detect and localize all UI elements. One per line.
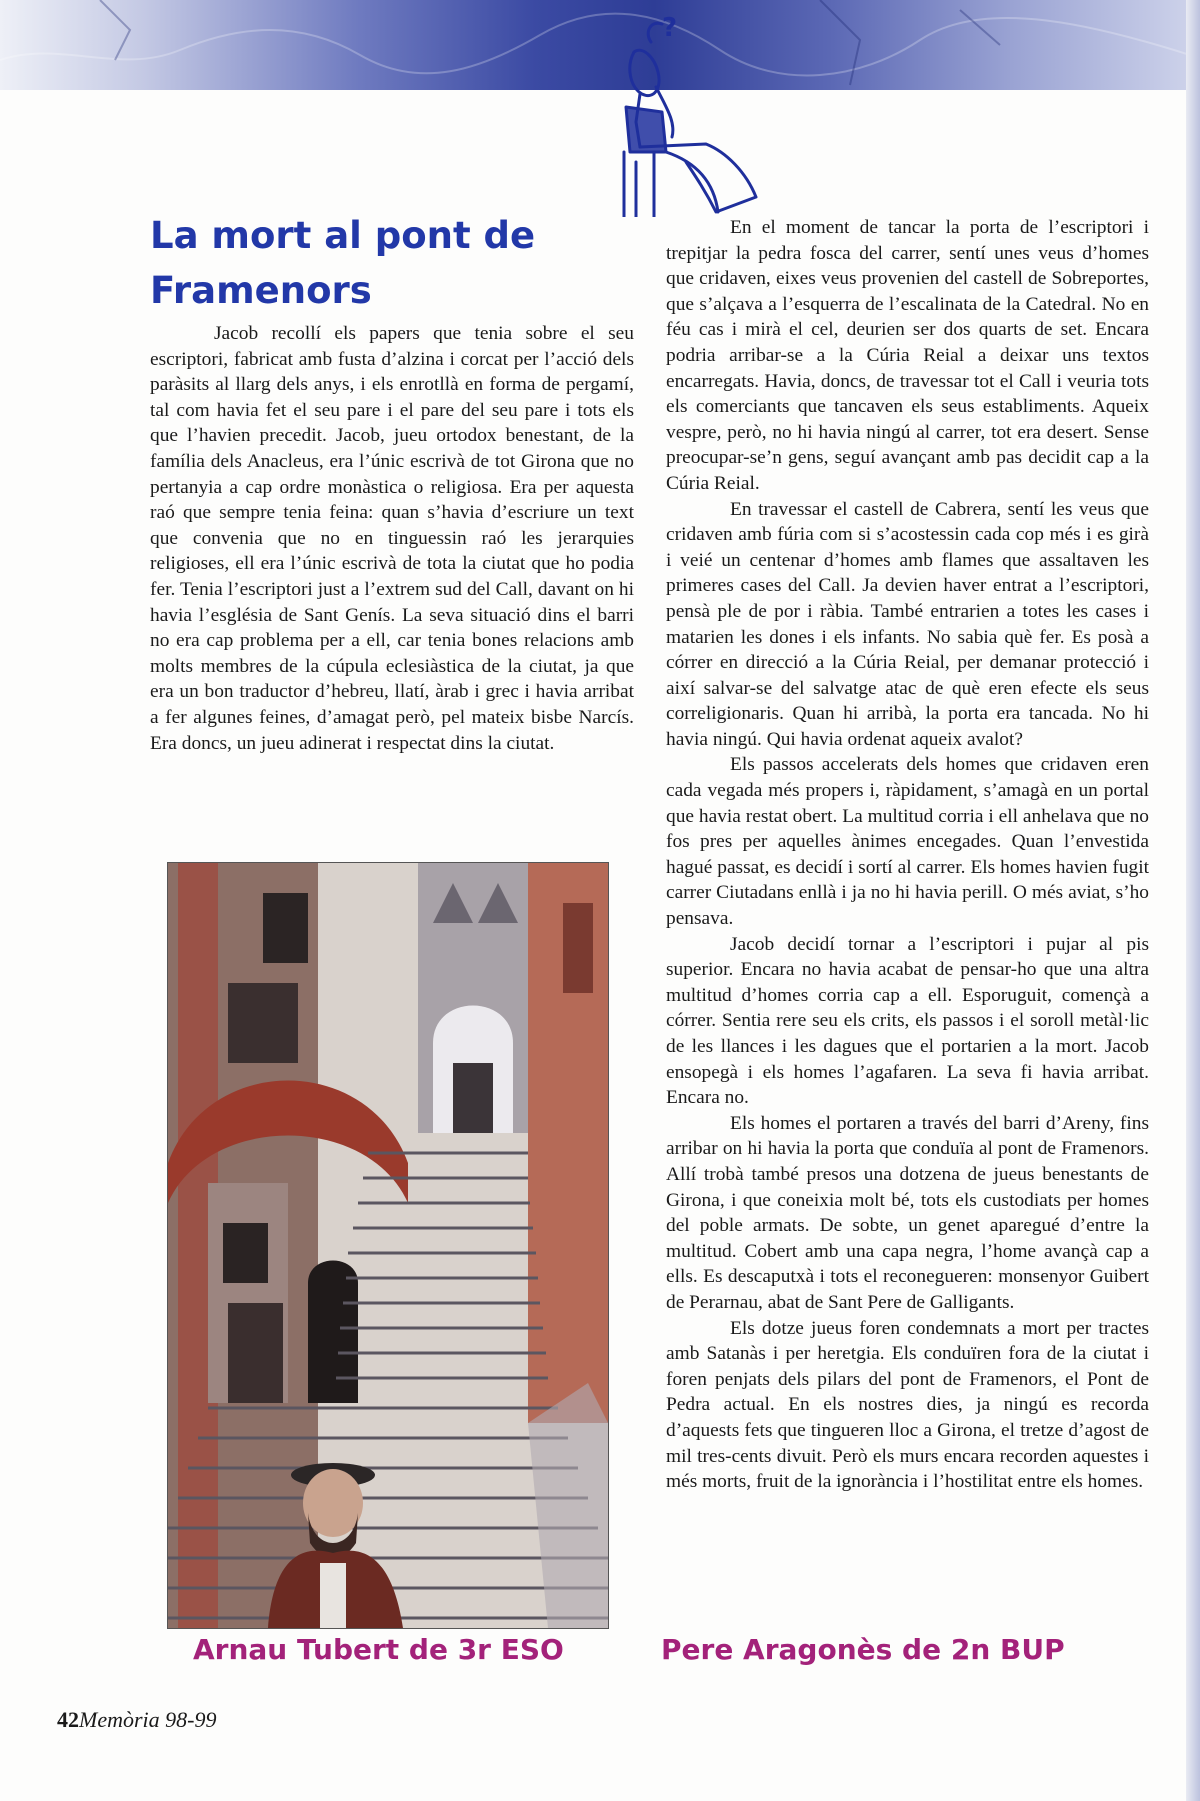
- thinking-figure-icon: [596, 12, 771, 217]
- illustration-credit: Arnau Tubert de 3r ESO: [193, 1633, 564, 1666]
- article-title: La mort al pont de Framenors: [150, 214, 536, 312]
- paragraph: Els dotze jueus foren condemnats a mort per tractes amb Satanàs i per heretgia. Els conduïren fora de la ciutat i foren penjats dels pilars del pont de Framenors, el Pont de Pedra actual. En els nostres dies, ja ningú es recorda d’aquests fets que tingueren lloc a Girona, el tretze d’agost de mil tres-cents divuit. Però els murs encara recorden aquestes i més morts, fruit de la ignorància i l’hostilitat entre els homes.: [666, 1317, 1149, 1493]
- paragraph: En el moment de tancar la porta de l’escriptori i trepitjar la pedra fosca del carrer, sentí unes veus d’homes que cridaven, eixes veus provenien del castell de Sobreportes, que s’alçava a l’esquerra de l’escalinata de la Catedral. No en féu cas i mirà el cel, deurien ser dos quarts de set. Encara podria arribar-se a la Cúria Reial a deixar uns textos encarregats. Havia, doncs, de travessar tot el Call i veuria tots els comerciants que tancaven els seus establiments. Aqueix vespre, però, no hi havia ningú al carrer, tot era desert. Sense preocupar-se’n gens, seguí avançant amb pas decidit cap a la Cúria Reial.: [666, 217, 1149, 494]
- svg-text:?: ?: [662, 13, 678, 43]
- page-edge-shadow: [1186, 0, 1200, 1801]
- paragraph: En travessar el castell de Cabrera, sentí les veus que cridaven amb fúria com si s’acostessin cada cop més i es girà i veié un centenar d’homes amb flames que assaltaven les primeres cases del Call. Ja devien haver entrat a l’escriptori, pensà ple de por i ràbia. També entrarien a totes les cases i matarien les dones i els infants. No sabia què fer. Es posà a córrer en direcció a la Cúria Reial, per demanar protecció i així salvar-se del salvatge atac de què eren efecte els seus correligionaris. Quan hi arribà, la porta era tancada. No hi havia ningú. Qui havia ordenat aqueix avalot?: [666, 498, 1149, 750]
- publication-name: Memòria 98-99: [79, 1707, 217, 1732]
- text-credit: Pere Aragonès de 2n BUP: [661, 1633, 1065, 1666]
- page-number: 42: [57, 1707, 79, 1732]
- header-banner: [0, 0, 1190, 90]
- page-footer: [57, 1707, 216, 1733]
- paragraph: Els homes el portaren a través del barri d’Areny, fins arribar on hi havia la porta que conduïa al pont de Framenors. Allí trobà també presos una dotzena de jueus benestants de Girona, i que coneixia molt bé, tots els custodiats per homes del poble armats. De sobte, un genet aparegué d’entre la multitud. Cobert amb una capa negra, l’home avançà cap a ells. Es descaputxà i tots el reconegueren: monsenyor Guibert de Perarnau, abat de Sant Pere de Galligants.: [666, 1112, 1149, 1313]
- paragraph: Jacob recollí els papers que tenia sobre el seu escriptori, fabricat amb fusta d’alzina i corcat per l’acció dels paràsits al llarg dels anys, i els enrotllà en forma de pergamí, tal com havia fet el seu pare i el pare del seu pare i tots els que l’havien precedit. Jacob, jueu ortodox benestant, de la família dels Anacleus, era l’únic escrivà de tot Girona que no pertanyia a cap ordre monàstica o religiosa. Era per aquesta raó que sempre tenia feina: quan s’havia d’escriure un text que convenia que no en tinguessin raó les jerarquies religioses, ell era l’únic escrivà de tota la ciutat que ho podia fer. Tenia l’escriptori just a l’extrem sud del Call, davant on hi havia l’església de Sant Genís. La seva situació dins el barri no era cap problema per a ell, car tenia bones relacions amb molts membres de la cúpula eclesiàstica de la ciutat, ja que era un bon traductor d’hebreu, llatí, àrab i grec i havia arribat a fer algunes feines, d’amagat però, pel mateix bisbe Narcís. Era doncs, un jueu adinerat i respectat dins la ciutat.: [150, 323, 634, 754]
- right-column: [666, 215, 1149, 1495]
- banner-texture: [0, 0, 1190, 90]
- street-painting-illustration: [167, 862, 609, 1629]
- paragraph: Jacob decidí tornar a l’escriptori i pujar al pis superior. Encara no havia acabat de pensar-ho que una altra multitud d’homes corria cap a ell. Esporuguit, començà a córrer. Sentia rere seu els crits, els passos i el soroll metàl·lic de les llances i les dagues que el portarien a la mort. Jacob ensopegà i els homes l’agafaren. La seva fi havia arribat. Encara no.: [666, 933, 1149, 1109]
- paragraph: Els passos accelerats dels homes que cridaven eren cada vegada més propers i, ràpidament, s’amagà en un portal que havia restat obert. La multitud corria i ell anhelava que no fos pres per aquelles ànimes encegades. Quan l’envestida hagué passat, es decidí i sortí al carrer. Els homes havien fugit carrer Ciutadans enllà i ja no hi havia perill. O més aviat, s’ho pensava.: [666, 754, 1149, 930]
- left-column: [150, 321, 634, 756]
